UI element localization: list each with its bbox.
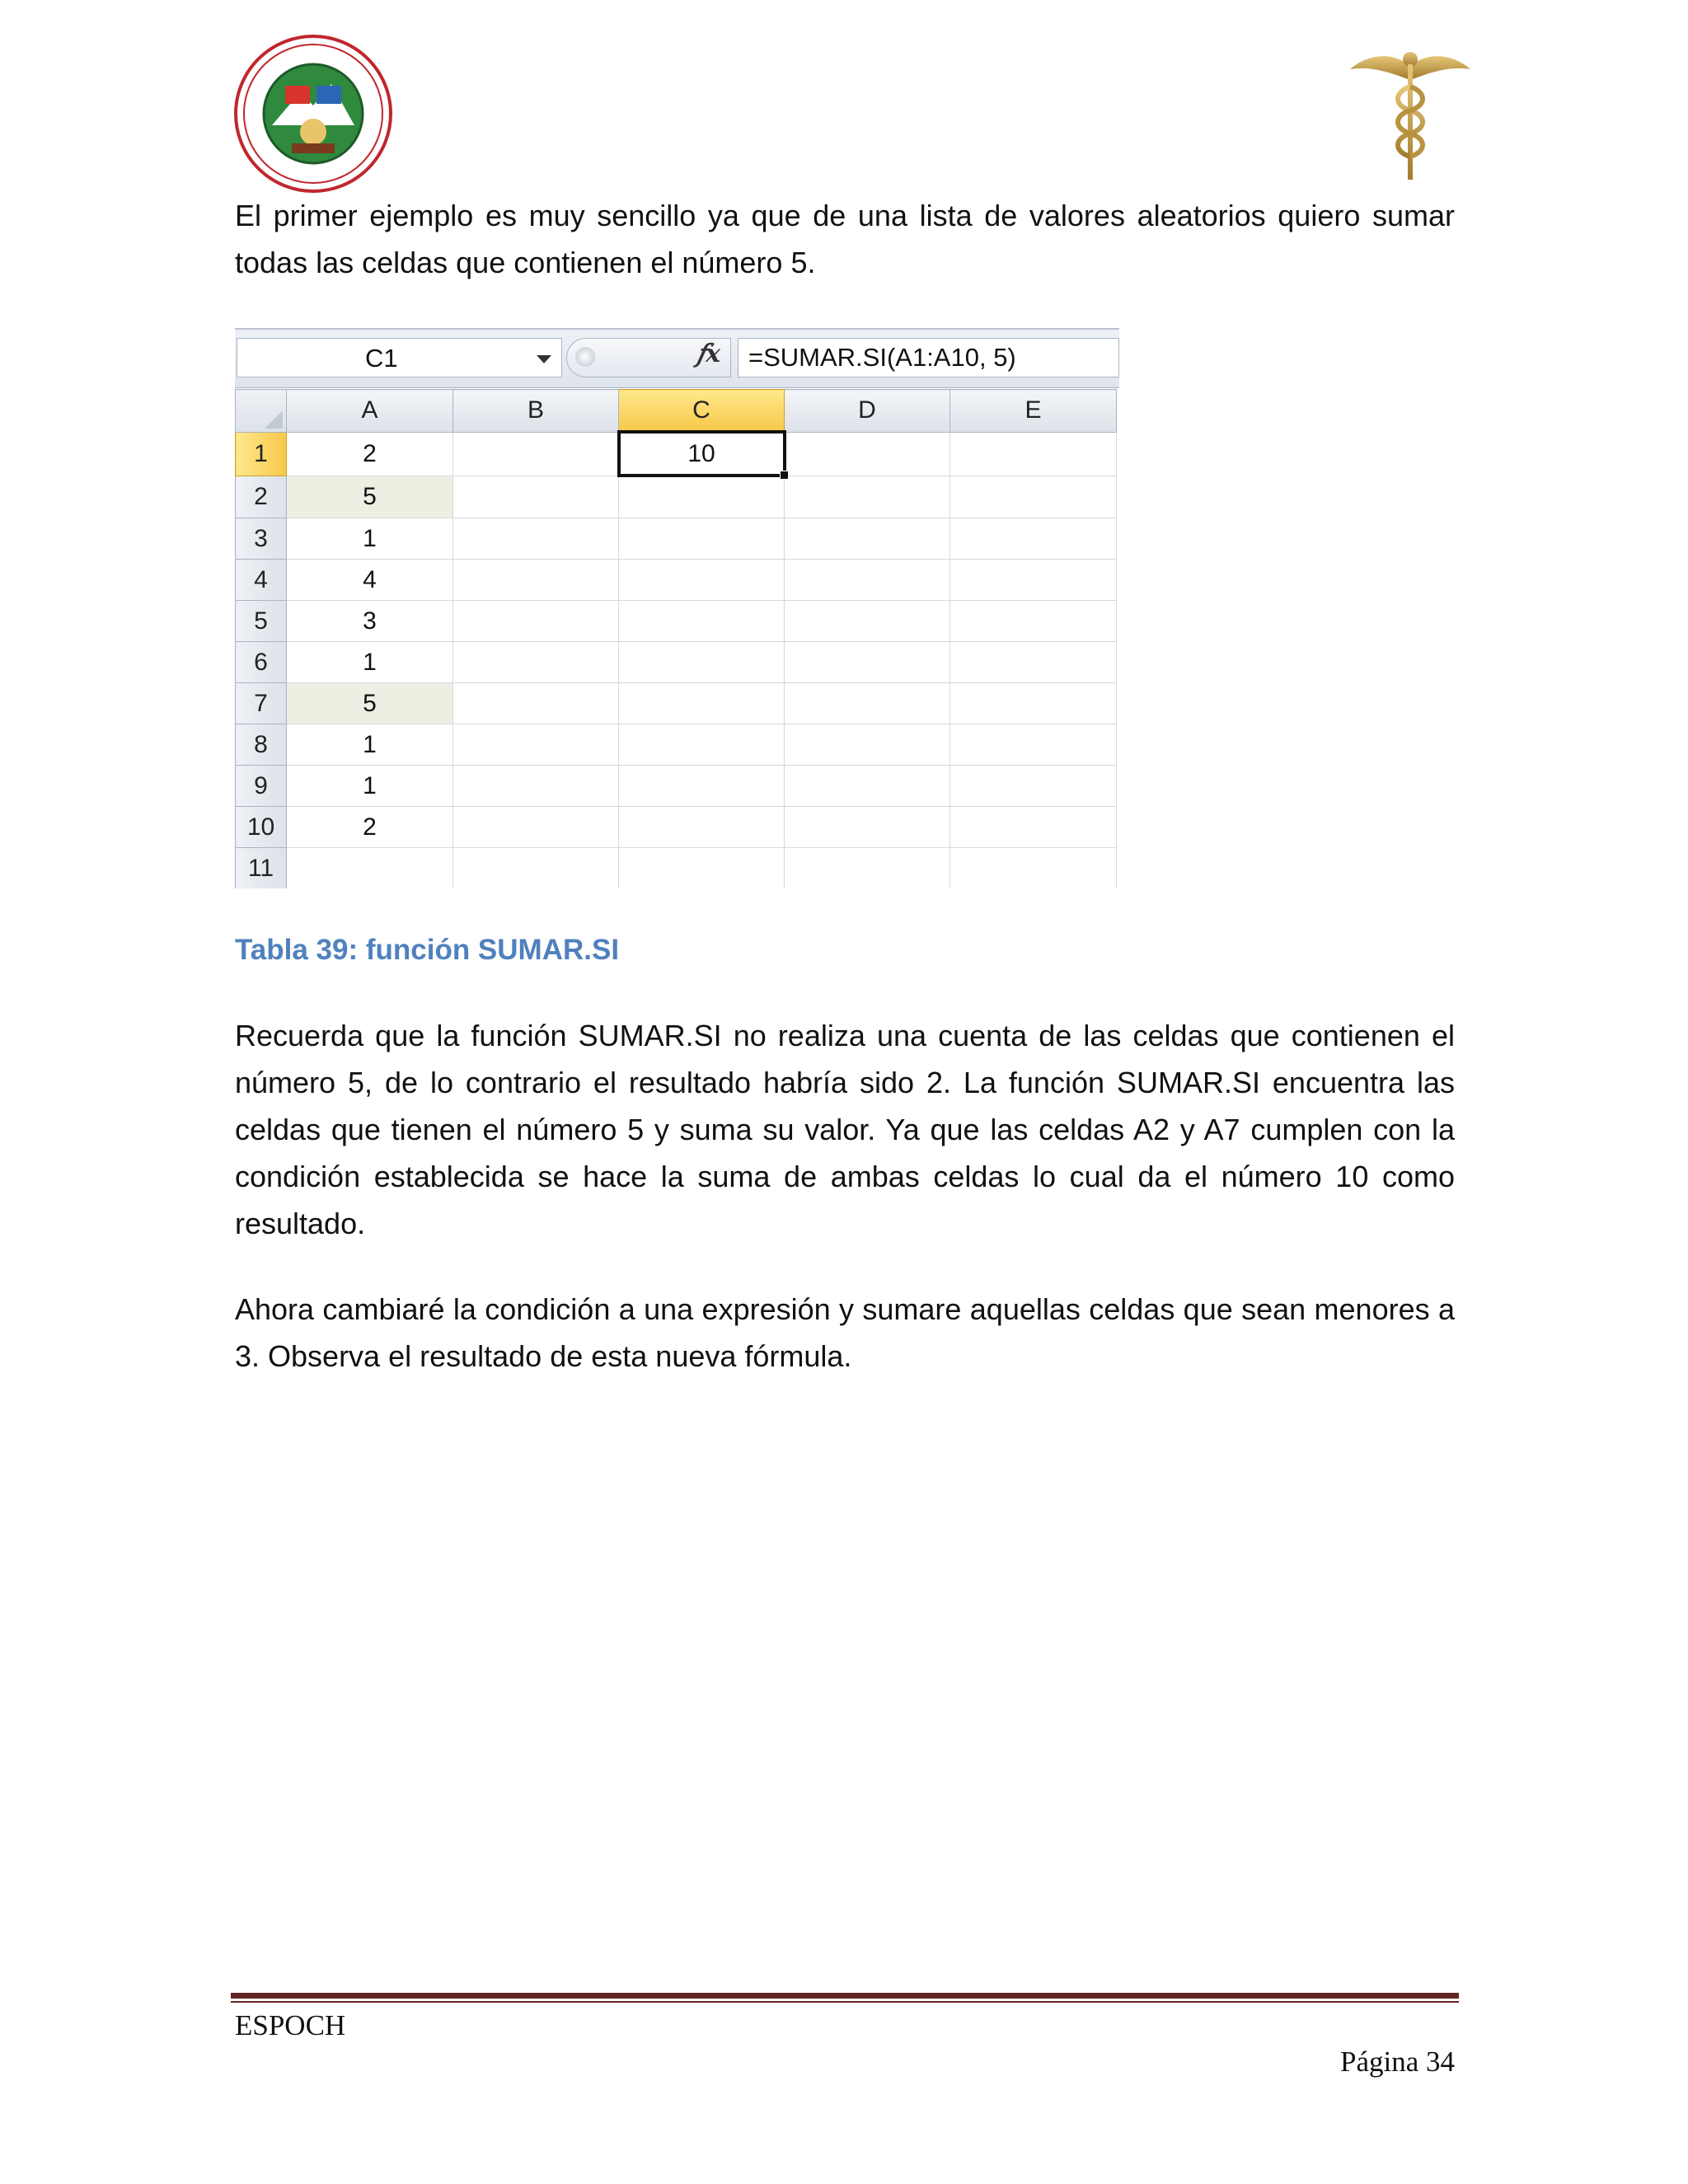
chevron-down-icon[interactable]	[537, 355, 551, 363]
grip-icon	[575, 347, 595, 367]
table-row	[236, 601, 1117, 642]
column-header-c[interactable]: C	[619, 390, 785, 433]
cell-e6[interactable]	[950, 642, 1117, 683]
cell-c2[interactable]	[619, 476, 785, 518]
column-header-b[interactable]: B	[453, 390, 619, 433]
cell-d10[interactable]	[785, 807, 950, 848]
cell-b2[interactable]	[453, 476, 619, 518]
cell-d4[interactable]	[785, 560, 950, 601]
cell-c4[interactable]	[619, 560, 785, 601]
cell-a11[interactable]	[287, 848, 453, 889]
name-box[interactable]	[237, 338, 562, 377]
row-header[interactable]: 7	[236, 683, 287, 724]
cell-b5[interactable]	[453, 601, 619, 642]
cell-d7[interactable]	[785, 683, 950, 724]
cell-e2[interactable]	[950, 476, 1117, 518]
cell-e10[interactable]	[950, 807, 1117, 848]
cell-c5[interactable]	[619, 601, 785, 642]
table-row	[236, 848, 1117, 889]
spreadsheet-screenshot	[235, 328, 1119, 888]
table-row	[236, 518, 1117, 560]
cell-d2[interactable]	[785, 476, 950, 518]
cell-a3[interactable]: 1	[287, 518, 453, 560]
row-header[interactable]: 6	[236, 642, 287, 683]
intro-paragraph: El primer ejemplo es muy sencillo ya que de una lista de valores aleatorios quiero sumar todas las celdas que contienen el número 5.	[235, 199, 1455, 279]
cell-b4[interactable]	[453, 560, 619, 601]
cell-c7[interactable]	[619, 683, 785, 724]
column-header-d[interactable]: D	[785, 390, 950, 433]
row-header[interactable]: 10	[236, 807, 287, 848]
cell-c8[interactable]	[619, 724, 785, 766]
cell-c10[interactable]	[619, 807, 785, 848]
row-header[interactable]: 9	[236, 766, 287, 807]
cell-b9[interactable]	[453, 766, 619, 807]
cell-a8[interactable]: 1	[287, 724, 453, 766]
cell-d3[interactable]	[785, 518, 950, 560]
footer-rule	[231, 1993, 1459, 1999]
cell-e7[interactable]	[950, 683, 1117, 724]
table-row	[236, 766, 1117, 807]
row-header[interactable]: 8	[236, 724, 287, 766]
cell-d1[interactable]	[785, 432, 950, 476]
table-row	[236, 807, 1117, 848]
page-number: Página 34	[1339, 2046, 1455, 2078]
cell-b1[interactable]	[453, 432, 619, 476]
cell-e8[interactable]	[950, 724, 1117, 766]
cell-c6[interactable]	[619, 642, 785, 683]
cell-a4[interactable]: 4	[287, 560, 453, 601]
row-header[interactable]: 1	[236, 432, 287, 476]
footer-rule-thin	[231, 2001, 1459, 2003]
cell-c1[interactable]: 10	[619, 432, 785, 476]
cell-b8[interactable]	[453, 724, 619, 766]
cell-c9[interactable]	[619, 766, 785, 807]
table-row	[236, 560, 1117, 601]
cell-d6[interactable]	[785, 642, 950, 683]
row-header[interactable]: 2	[236, 476, 287, 518]
cell-e4[interactable]	[950, 560, 1117, 601]
cell-grid	[235, 389, 1117, 888]
cell-c3[interactable]	[619, 518, 785, 560]
espoch-seal-logo	[234, 35, 392, 193]
insert-function-icon[interactable]: 𝑓x	[696, 340, 720, 368]
formula-input[interactable]: =SUMAR.SI(A1:A10, 5)	[738, 338, 1119, 377]
table-row	[236, 642, 1117, 683]
table-row	[236, 432, 1117, 476]
cell-e9[interactable]	[950, 766, 1117, 807]
cell-c11[interactable]	[619, 848, 785, 889]
table-row	[236, 683, 1117, 724]
cell-e11[interactable]	[950, 848, 1117, 889]
row-header[interactable]: 4	[236, 560, 287, 601]
cell-b6[interactable]	[453, 642, 619, 683]
cell-a5[interactable]: 3	[287, 601, 453, 642]
cell-a6[interactable]: 1	[287, 642, 453, 683]
cell-d8[interactable]	[785, 724, 950, 766]
row-header[interactable]: 11	[236, 848, 287, 889]
next-step-paragraph: Ahora cambiaré la condición a una expresión y sumare aquellas celdas que sean menores a 3. Observa el resultado de esta nueva fórmula.	[235, 1292, 1455, 1373]
cell-d11[interactable]	[785, 848, 950, 889]
cell-a2[interactable]: 5	[287, 476, 453, 518]
cell-a10[interactable]: 2	[287, 807, 453, 848]
cell-b11[interactable]	[453, 848, 619, 889]
cell-a7[interactable]: 5	[287, 683, 453, 724]
table-row	[236, 476, 1117, 518]
cell-b7[interactable]	[453, 683, 619, 724]
footer-institution: ESPOCH	[235, 2009, 346, 2041]
row-header[interactable]: 5	[236, 601, 287, 642]
caduceus-icon	[1348, 41, 1472, 181]
cell-b10[interactable]	[453, 807, 619, 848]
cell-b3[interactable]	[453, 518, 619, 560]
cell-e1[interactable]	[950, 432, 1117, 476]
cell-d5[interactable]	[785, 601, 950, 642]
explanation-paragraph: Recuerda que la función SUMAR.SI no realiza una cuenta de las celdas que contienen el número 5, de lo contrario el resultado habría sido 2. La función SUMAR.SI encuentra las celdas que tienen el número 5 y suma su valor. Ya que las celdas A2 y A7 cumplen con la condición establecida se hace la suma de ambas celdas lo cual da el número 10 como resultado.	[235, 1019, 1455, 1240]
cell-d9[interactable]	[785, 766, 950, 807]
name-box-value: C1	[365, 344, 398, 373]
cell-e5[interactable]	[950, 601, 1117, 642]
column-header-a[interactable]: A	[287, 390, 453, 433]
column-header-e[interactable]: E	[950, 390, 1117, 433]
cell-a9[interactable]: 1	[287, 766, 453, 807]
table-caption: Tabla 39: función SUMAR.SI	[235, 934, 620, 966]
row-header[interactable]: 3	[236, 518, 287, 560]
table-row	[236, 724, 1117, 766]
select-all-corner[interactable]	[236, 390, 287, 433]
formula-bar	[235, 328, 1119, 388]
cell-e3[interactable]	[950, 518, 1117, 560]
cell-a1[interactable]: 2	[287, 432, 453, 476]
